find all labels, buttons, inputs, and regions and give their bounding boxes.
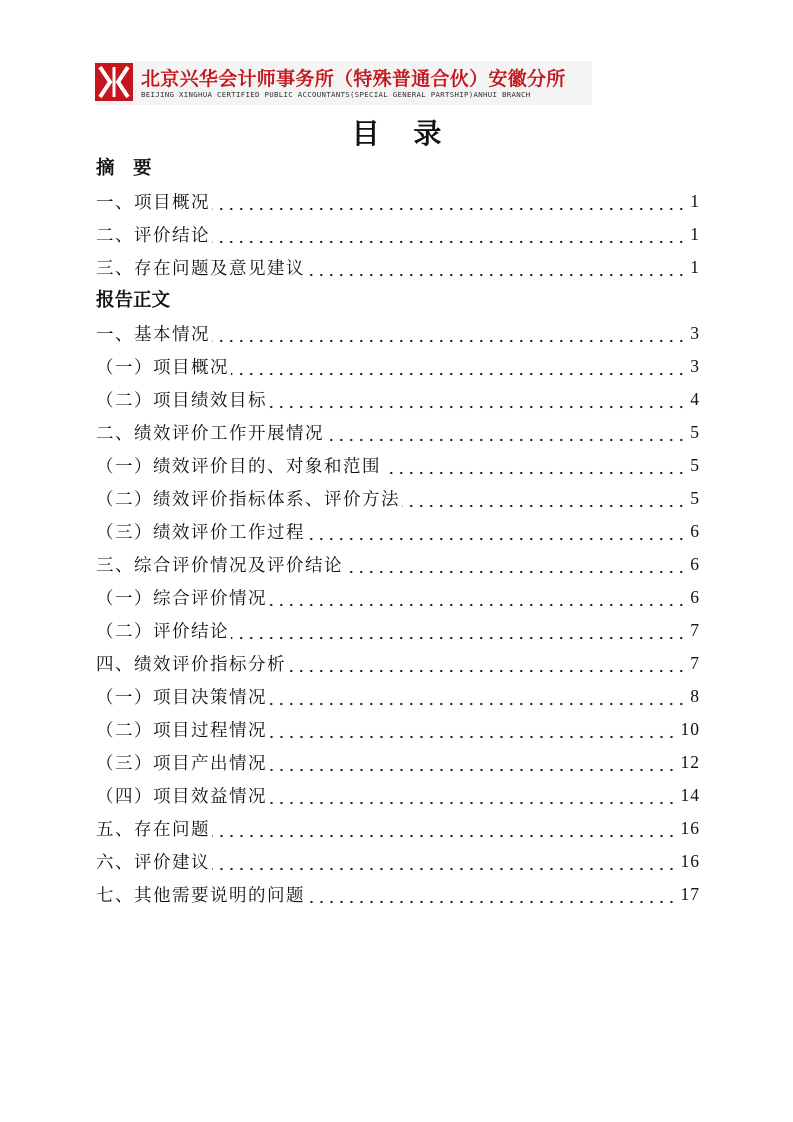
toc-dot-leader bbox=[307, 878, 677, 911]
toc-entry-label: 四、绩效评价指标分析 bbox=[96, 655, 286, 675]
toc-entry-label: （一）绩效评价目的、对象和范围 bbox=[96, 457, 381, 477]
toc-page-number: 8 bbox=[690, 686, 700, 706]
toc-page-number: 14 bbox=[680, 785, 700, 805]
toc-page-number: 16 bbox=[680, 851, 700, 871]
toc-page-number: 3 bbox=[690, 323, 700, 343]
toc-entry-label: 七、其他需要说明的问题 bbox=[96, 886, 305, 906]
toc-dot-leader bbox=[307, 251, 686, 284]
toc-dot-leader bbox=[231, 350, 686, 383]
toc-dot-leader bbox=[402, 482, 686, 515]
toc-entry-label: （三）绩效评价工作过程 bbox=[96, 523, 305, 543]
toc-page-number: 6 bbox=[690, 521, 700, 541]
toc-dot-leader bbox=[269, 680, 686, 713]
toc-entry-label: （二）评价结论 bbox=[96, 622, 229, 642]
toc-dot-leader bbox=[212, 185, 686, 218]
toc-dot-leader bbox=[269, 581, 686, 614]
toc-dot-leader bbox=[269, 713, 677, 746]
toc-entry[interactable] bbox=[96, 548, 700, 581]
toc-dot-leader bbox=[326, 416, 686, 449]
toc-dot-leader bbox=[269, 779, 677, 812]
toc-page-number: 16 bbox=[680, 818, 700, 838]
toc-dot-leader bbox=[288, 647, 686, 680]
toc-entry-label: 三、综合评价情况及评价结论 bbox=[96, 556, 343, 576]
toc-dot-leader bbox=[212, 317, 686, 350]
toc-entry[interactable] bbox=[96, 383, 700, 416]
firm-name-cn: 北京兴华会计师事务所（特殊普通合伙）安徽分所 bbox=[141, 68, 566, 90]
toc-entry[interactable] bbox=[96, 218, 700, 251]
toc-entry-label: 二、评价结论 bbox=[96, 226, 210, 246]
table-of-contents bbox=[96, 152, 700, 911]
toc-entry[interactable] bbox=[96, 614, 700, 647]
toc-dot-leader bbox=[269, 746, 677, 779]
toc-section-heading: 报告正文 bbox=[96, 290, 171, 311]
toc-dot-leader bbox=[307, 515, 686, 548]
toc-section-heading: 摘 要 bbox=[96, 158, 152, 179]
toc-entry[interactable] bbox=[96, 416, 700, 449]
toc-entry[interactable] bbox=[96, 482, 700, 515]
toc-page-number: 7 bbox=[690, 620, 700, 640]
toc-entry-label: （三）项目产出情况 bbox=[96, 754, 267, 774]
toc-dot-leader bbox=[212, 812, 677, 845]
toc-page-number: 3 bbox=[690, 356, 700, 376]
toc-entry[interactable] bbox=[96, 647, 700, 680]
toc-entry-label: 五、存在问题 bbox=[96, 820, 210, 840]
xinghua-x-logo-icon bbox=[95, 63, 133, 101]
toc-page-number: 12 bbox=[680, 752, 700, 772]
toc-page-number: 6 bbox=[690, 587, 700, 607]
toc-page-number: 5 bbox=[690, 455, 700, 475]
toc-entry[interactable] bbox=[96, 251, 700, 284]
toc-dot-leader bbox=[212, 218, 686, 251]
toc-entry[interactable] bbox=[96, 779, 700, 812]
toc-entry-label: （四）项目效益情况 bbox=[96, 787, 267, 807]
toc-entry[interactable] bbox=[96, 680, 700, 713]
toc-entry[interactable] bbox=[96, 581, 700, 614]
toc-page-number: 5 bbox=[690, 422, 700, 442]
toc-entry[interactable] bbox=[96, 878, 700, 911]
toc-page-number: 1 bbox=[690, 224, 700, 244]
toc-entry[interactable] bbox=[96, 449, 700, 482]
toc-dot-leader bbox=[269, 383, 686, 416]
toc-entry-label: （一）项目概况 bbox=[96, 358, 229, 378]
toc-entry-label: （二）项目绩效目标 bbox=[96, 391, 267, 411]
toc-entry[interactable] bbox=[96, 317, 700, 350]
toc-entry[interactable] bbox=[96, 350, 700, 383]
toc-entry-label: （一）综合评价情况 bbox=[96, 589, 267, 609]
toc-entry-label: （一）项目决策情况 bbox=[96, 688, 267, 708]
toc-entry[interactable] bbox=[96, 812, 700, 845]
toc-page-number: 1 bbox=[690, 191, 700, 211]
toc-entry-label: 六、评价建议 bbox=[96, 853, 210, 873]
toc-dot-leader bbox=[383, 449, 686, 482]
toc-entry-label: 一、基本情况 bbox=[96, 325, 210, 345]
toc-page-number: 1 bbox=[690, 257, 700, 277]
toc-page-number: 10 bbox=[680, 719, 700, 739]
toc-page-number: 4 bbox=[690, 389, 700, 409]
toc-page-number: 5 bbox=[690, 488, 700, 508]
toc-entry-label: 二、绩效评价工作开展情况 bbox=[96, 424, 324, 444]
toc-entry[interactable] bbox=[96, 845, 700, 878]
firm-name-en: BEIJING XINGHUA CERTIFIED PUBLIC ACCOUNTANTS(SPECIAL GENERAL PARTSHIP)ANHUI BRANCH bbox=[141, 90, 531, 99]
toc-entry-label: 三、存在问题及意见建议 bbox=[96, 259, 305, 279]
toc-dot-leader bbox=[212, 845, 677, 878]
letterhead bbox=[95, 61, 592, 105]
toc-entry[interactable] bbox=[96, 185, 700, 218]
toc-page-number: 6 bbox=[690, 554, 700, 574]
toc-dot-leader bbox=[231, 614, 686, 647]
page-title: 目 录 bbox=[351, 117, 454, 150]
toc-page-number: 7 bbox=[690, 653, 700, 673]
toc-entry-label: 一、项目概况 bbox=[96, 193, 210, 213]
toc-page-number: 17 bbox=[680, 884, 700, 904]
toc-dot-leader bbox=[345, 548, 686, 581]
toc-entry-label: （二）项目过程情况 bbox=[96, 721, 267, 741]
toc-entry[interactable] bbox=[96, 713, 700, 746]
toc-entry-label: （二）绩效评价指标体系、评价方法 bbox=[96, 490, 400, 510]
toc-entry[interactable] bbox=[96, 746, 700, 779]
toc-entry[interactable] bbox=[96, 515, 700, 548]
